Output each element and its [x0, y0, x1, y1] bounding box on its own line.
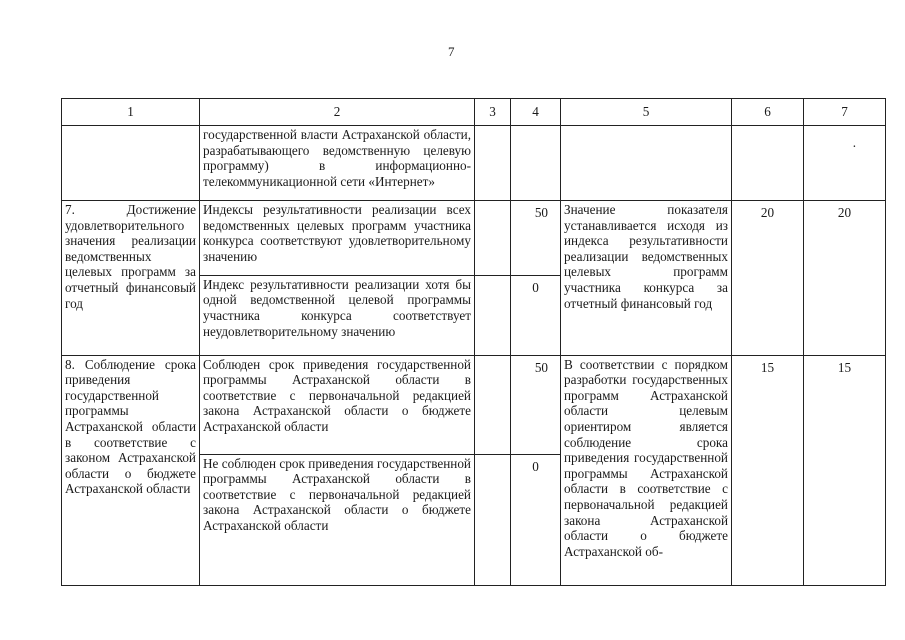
header-row [62, 99, 886, 126]
value-7-col6: 20 [732, 201, 804, 356]
empty-cell [475, 454, 511, 585]
empty-cell [511, 126, 561, 201]
column-header: 3 [475, 99, 511, 126]
note-8: В соответствии с порядком разработки государственных программ Астраханской области целевым ориентиром является соблюдение срока приведения государственной программы Астраханской области в соответствие с первоначальной редакцией закона Астраханской области о бюджете Астраханской об- [561, 355, 732, 585]
table-row-8a [62, 355, 886, 454]
criteria-table [61, 98, 886, 586]
value-8-col7: 15 [804, 355, 886, 585]
table-row-7a [62, 201, 886, 276]
empty-cell [62, 126, 200, 201]
column-header: 7 [804, 99, 886, 126]
column-header: 1 [62, 99, 200, 126]
indicator-7: 7. Достижение удовлетворительного значения реализации ведомственных целевых программ за отчетный финансовый год [62, 201, 200, 356]
value-8-col6: 15 [732, 355, 804, 585]
empty-cell [475, 126, 511, 201]
continuation-row [62, 126, 886, 201]
condition-8-2: Не соблюден срок приведения государственной программы Астраханской области в соответствие с первоначальной редакцией закона Астраханской области о бюджете Астраханской области [200, 454, 475, 585]
condition-8-1: Соблюден срок приведения государственной программы Астраханской области в соответствие с первоначальной редакцией закона Астраханской области о бюджете Астраханской области [200, 355, 475, 454]
value-7-col7: 20 [804, 201, 886, 356]
condition-7-1: Индексы результативности реализации всех ведомственных целевых программ участника конкурса соответствуют удовлетворительному значению [200, 201, 475, 276]
score-7-1: 50 [511, 201, 561, 276]
column-header: 2 [200, 99, 475, 126]
score-7-2: 0 [511, 275, 561, 355]
continuation-text: государственной власти Астраханской области, разрабатывающего ведомственную целевую программу) в информационно-телекоммуникационной сети «Интернет» [200, 126, 475, 201]
column-header: 6 [732, 99, 804, 126]
page-number: 7 [448, 44, 455, 59]
score-8-2: 0 [511, 454, 561, 585]
column-header: 5 [561, 99, 732, 126]
score-8-1: 50 [511, 355, 561, 454]
empty-cell [475, 355, 511, 454]
note-7: Значение показателя устанавливается исходя из индекса результативности реализации ведомственных целевых программ участника конкурса за отчетный финансовый год [561, 201, 732, 356]
empty-cell [475, 275, 511, 355]
empty-cell [475, 201, 511, 276]
empty-cell [561, 126, 732, 201]
column-header: 4 [511, 99, 561, 126]
empty-cell [732, 126, 804, 201]
empty-cell [804, 126, 886, 201]
indicator-8: 8. Соблюдение срока приведения государственной программы Астраханской области в соответствие с законом Астраханской области о бюджете Астраханской области [62, 355, 200, 585]
condition-7-2: Индекс результативности реализации хотя бы одной ведомственной целевой программы участника конкурса соответствует неудовлетворительному значению [200, 275, 475, 355]
stray-mark: . [852, 135, 856, 151]
